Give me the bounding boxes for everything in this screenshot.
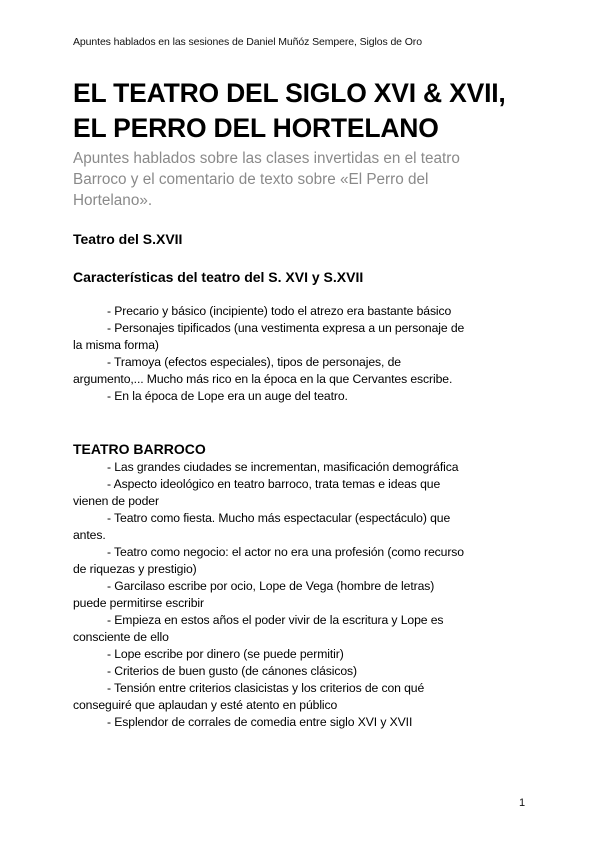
list-item-line: la misma forma) <box>73 338 159 352</box>
document-title-line: EL TEATRO DEL SIGLO XVI & XVII, <box>73 78 506 108</box>
list-item-line: consciente de ello <box>73 630 169 644</box>
list-item-line: de riquezas y prestigio) <box>73 562 197 576</box>
list-item <box>73 578 533 612</box>
document-title <box>73 76 543 146</box>
list-item-line: - Teatro como fiesta. Mucho más espectacular (espectáculo) que <box>107 511 451 525</box>
list-item-line: - Criterios de buen gusto (de cánones clásicos) <box>107 664 358 678</box>
list-item-line: - Tramoya (efectos especiales), tipos de personajes, de <box>107 355 401 369</box>
list-item <box>73 663 533 680</box>
list-item <box>73 544 533 578</box>
list-item <box>73 320 533 354</box>
list-item-line: - Aspecto ideológico en teatro barroco, trata temas e ideas que <box>107 477 441 491</box>
list-item-line: - Garcilaso escribe por ocio, Lope de Vega (hombre de letras) <box>107 579 435 593</box>
list-item-line: - Lope escribe por dinero (se puede permitir) <box>107 647 344 661</box>
document-title-line: EL PERRO DEL HORTELANO <box>73 113 439 143</box>
list-item-line: antes. <box>73 528 106 542</box>
list-item <box>73 714 533 731</box>
list-item <box>73 510 533 544</box>
list-item-line: puede permitirse escribir <box>73 596 204 610</box>
document-subtitle-line: Barroco y el comentario de texto sobre «El Perro del <box>73 171 429 188</box>
list-item-line: - Esplendor de corrales de comedia entre siglo XVI y XVII <box>107 715 413 729</box>
list-item-line: argumento,... Mucho más rico en la época en la que Cervantes escribe. <box>73 372 453 386</box>
document-subtitle-line: Apuntes hablados sobre las clases invertidas en el teatro <box>73 150 460 167</box>
document-subtitle <box>73 148 543 211</box>
list-item <box>73 303 533 320</box>
list-item <box>73 646 533 663</box>
document-subtitle-line: Hortelano». <box>73 192 153 209</box>
section-heading-teatro-xvii: Teatro del S.XVII <box>73 231 183 247</box>
list-item <box>73 388 533 405</box>
list-item <box>73 476 533 510</box>
list-item-line: vienen de poder <box>73 494 159 508</box>
list-item <box>73 680 533 714</box>
running-header: Apuntes hablados en las sesiones de Daniel Muñóz Sempere, Siglos de Oro <box>73 36 422 48</box>
list-item <box>73 354 533 388</box>
list-item-line: - En la época de Lope era un auge del teatro. <box>107 389 348 403</box>
list-item-line: - Tensión entre criterios clasicistas y los criterios de con qué <box>107 681 425 695</box>
barroco-list <box>73 459 533 731</box>
list-item-line: conseguiré que aplaudan y esté atento en público <box>73 698 338 712</box>
caracteristicas-list <box>73 303 533 405</box>
list-item-line: - Teatro como negocio: el actor no era una profesión (como recurso <box>107 545 464 559</box>
list-item-line: - Precario y básico (incipiente) todo el atrezo era bastante básico <box>107 304 452 318</box>
section-heading-caracteristicas: Características del teatro del S. XVI y S.XVII <box>73 269 364 285</box>
list-item <box>73 612 533 646</box>
list-item-line: - Las grandes ciudades se incrementan, masificación demográfica <box>107 460 459 474</box>
page-number: 1 <box>519 797 526 809</box>
list-item-line: - Personajes tipificados (una vestimenta expresa a un personaje de <box>107 321 465 335</box>
list-item-line: - Empieza en estos años el poder vivir de la escritura y Lope es <box>107 613 444 627</box>
section-heading-teatro-barroco: TEATRO BARROCO <box>73 441 206 457</box>
list-item <box>73 459 533 476</box>
